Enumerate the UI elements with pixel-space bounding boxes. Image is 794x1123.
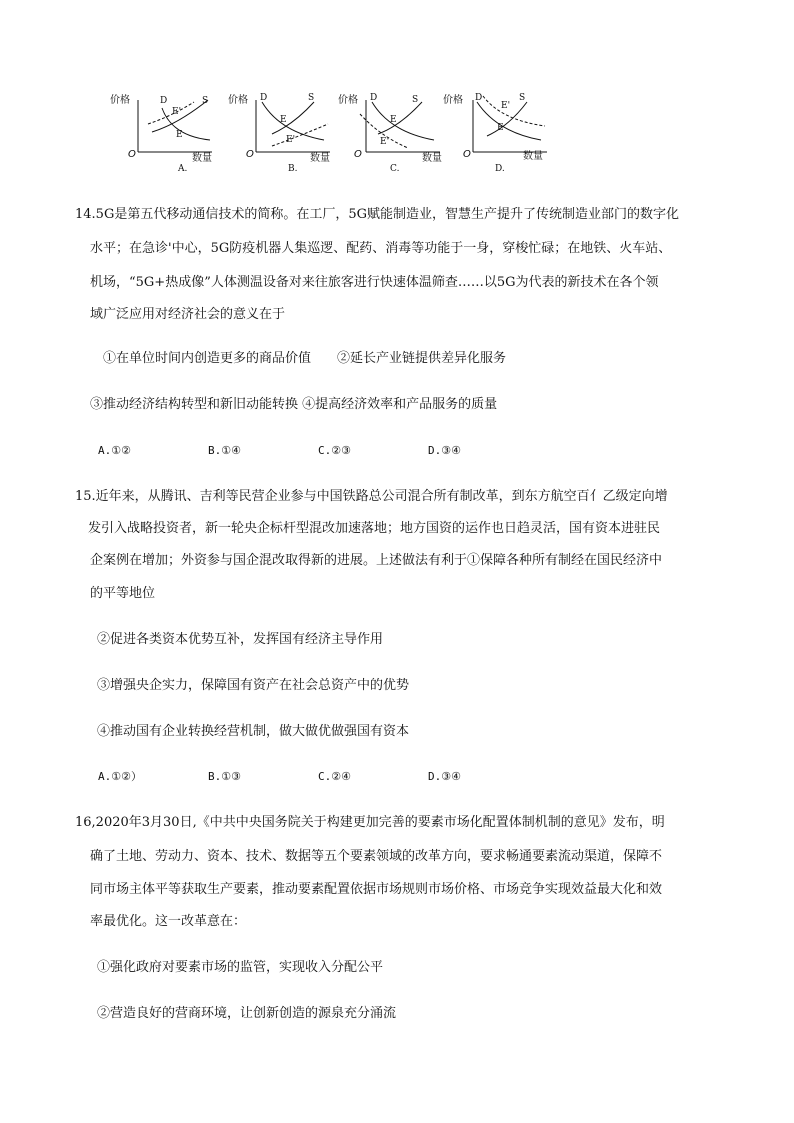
graph-c-x-label: 数量 [422, 153, 442, 164]
question-14-stem-line: 14.5G是第五代移动通信技术的简称。在工厂，5G赋能制造业，智慧生产提升了传统制造业部门的数字化 [75, 207, 679, 222]
question-14-option-c[interactable]: C.②③ [318, 444, 351, 457]
graph-d-e2-label: E' [501, 101, 511, 111]
question-14-option-b[interactable]: B.①④ [208, 444, 241, 457]
graph-d-y-label: 价格 [443, 95, 463, 106]
graph-b-y-label: 价格 [228, 95, 248, 106]
supply-demand-graphs [110, 88, 560, 178]
question-16-stem-line: 16,2020年3月30日,《中共中央国务院关于构建更加完善的要素市场化配置体制机制的意见》发布，明 [75, 815, 665, 830]
graph-a-e-label: E [176, 130, 183, 140]
question-15-option-d[interactable]: D.③④ [428, 770, 461, 783]
question-15-item: ③增强央企实力，保障国有资产在社会总资产中的优势 [97, 678, 410, 693]
question-16-stem-line: 同市场主体平等获取生产要素，推动要素配置依据市场规则市场价格、市场竞争实现效益最大化和效 [90, 882, 663, 897]
graph-c [338, 88, 443, 178]
graph-c-y-label: 价格 [338, 95, 358, 106]
graph-a-y-label: 价格 [110, 95, 130, 106]
question-15-stem-line: 的平等地位 [90, 586, 156, 601]
graph-c-caption: C. [390, 164, 400, 174]
question-14-stem-line: 机场，“5G+热成像”人体测温设备对来往旅客进行快速体温筛查……以5G为代表的新技术在各个领 [90, 275, 659, 290]
question-14-item: ①在单位时间内创造更多的商品价值 ②延长产业链提供差异化服务 [103, 351, 507, 366]
graph-a-e2-label: E' [172, 107, 182, 117]
graph-c-e-label: E [390, 115, 397, 125]
graph-c-e2-label: E' [380, 137, 390, 147]
graph-c-origin: O [354, 149, 362, 160]
question-16-stem-line: 确了土地、劳动力、资本、技术、数据等五个要素领域的改革方向，要求畅通要素流动渠道，保障不 [90, 849, 663, 864]
graph-d-d-label: D [475, 93, 483, 103]
graph-b-origin: O [246, 149, 254, 160]
graph-a-s-label: S [202, 96, 209, 106]
graph-a-caption: A. [178, 164, 188, 174]
graph-d [445, 88, 550, 178]
question-14-option-a[interactable]: A.①② [98, 444, 131, 457]
graph-c-d-label: D [370, 93, 378, 103]
question-15-stem-line: 15.近年来，从腾讯、吉利等民营企业参与中国铁路总公司混合所有制改革，到东方航空百亻乙级定向增 [75, 489, 668, 504]
graph-a [110, 88, 215, 178]
graph-d-caption: D. [495, 164, 505, 174]
graph-b-e-label: E [280, 115, 287, 125]
question-15-item: ④推动国有企业转换经营机制，做大做优做强国有资本 [97, 724, 410, 739]
graph-c-s-label: S [412, 95, 419, 105]
question-15-option-b[interactable]: B.①③ [208, 770, 241, 783]
graph-a-origin: O [128, 149, 136, 160]
question-16-stem-line: 率最优化。这一改革意在： [90, 914, 247, 929]
graph-d-e-label: E [497, 123, 504, 133]
question-15-item: ②促进各类资本优势互补，发挥国有经济主导作用 [97, 632, 384, 647]
question-15-option-a[interactable]: A.①②） [98, 770, 142, 783]
graph-d-origin: O [463, 149, 471, 160]
question-15-option-c[interactable]: C.②④ [318, 770, 351, 783]
graph-b [228, 88, 333, 178]
question-15-stem-line: 发引入战略投资者，新一轮央企标杆型混改加速落地；地方国资的运作也日趋灵活，国有资本进驻民 [88, 521, 661, 536]
graph-a-x-label: 数量 [192, 153, 212, 164]
graph-d-x-label: 数量 [523, 151, 543, 162]
graph-b-caption: B. [288, 164, 298, 174]
graph-b-d-label: D [260, 93, 268, 103]
question-15-stem-line: 企案例在增加；外资参与国企混改取得新的进展。上述做法有利于①保障各种所有制经在国民经济中 [90, 553, 663, 568]
graph-a-d-label: D [160, 96, 168, 106]
graph-d-s-label: S [519, 93, 526, 103]
question-14-option-d[interactable]: D.③④ [428, 444, 461, 457]
question-16-item: ②营造良好的营商环境，让创新创造的源泉充分涌流 [97, 1006, 397, 1021]
graph-b-s-label: S [308, 93, 315, 103]
question-14-item: ③推动经济结构转型和新旧动能转换 ④提高经济效率和产品服务的质量 [90, 397, 498, 412]
question-14-stem-line: 域广泛应用对经济社会的意义在于 [90, 307, 286, 322]
question-16-item: ①强化政府对要素市场的监管，实现收入分配公平 [97, 960, 384, 975]
graph-b-e2-label: E' [286, 135, 296, 145]
graph-b-x-label: 数量 [310, 153, 330, 164]
question-14-stem-line: 水平；在急诊'中心，5G防疫机器人集巡逻、配药、消毒等功能于一身，穿梭忙碌；在地铁、火车站、 [90, 241, 672, 256]
